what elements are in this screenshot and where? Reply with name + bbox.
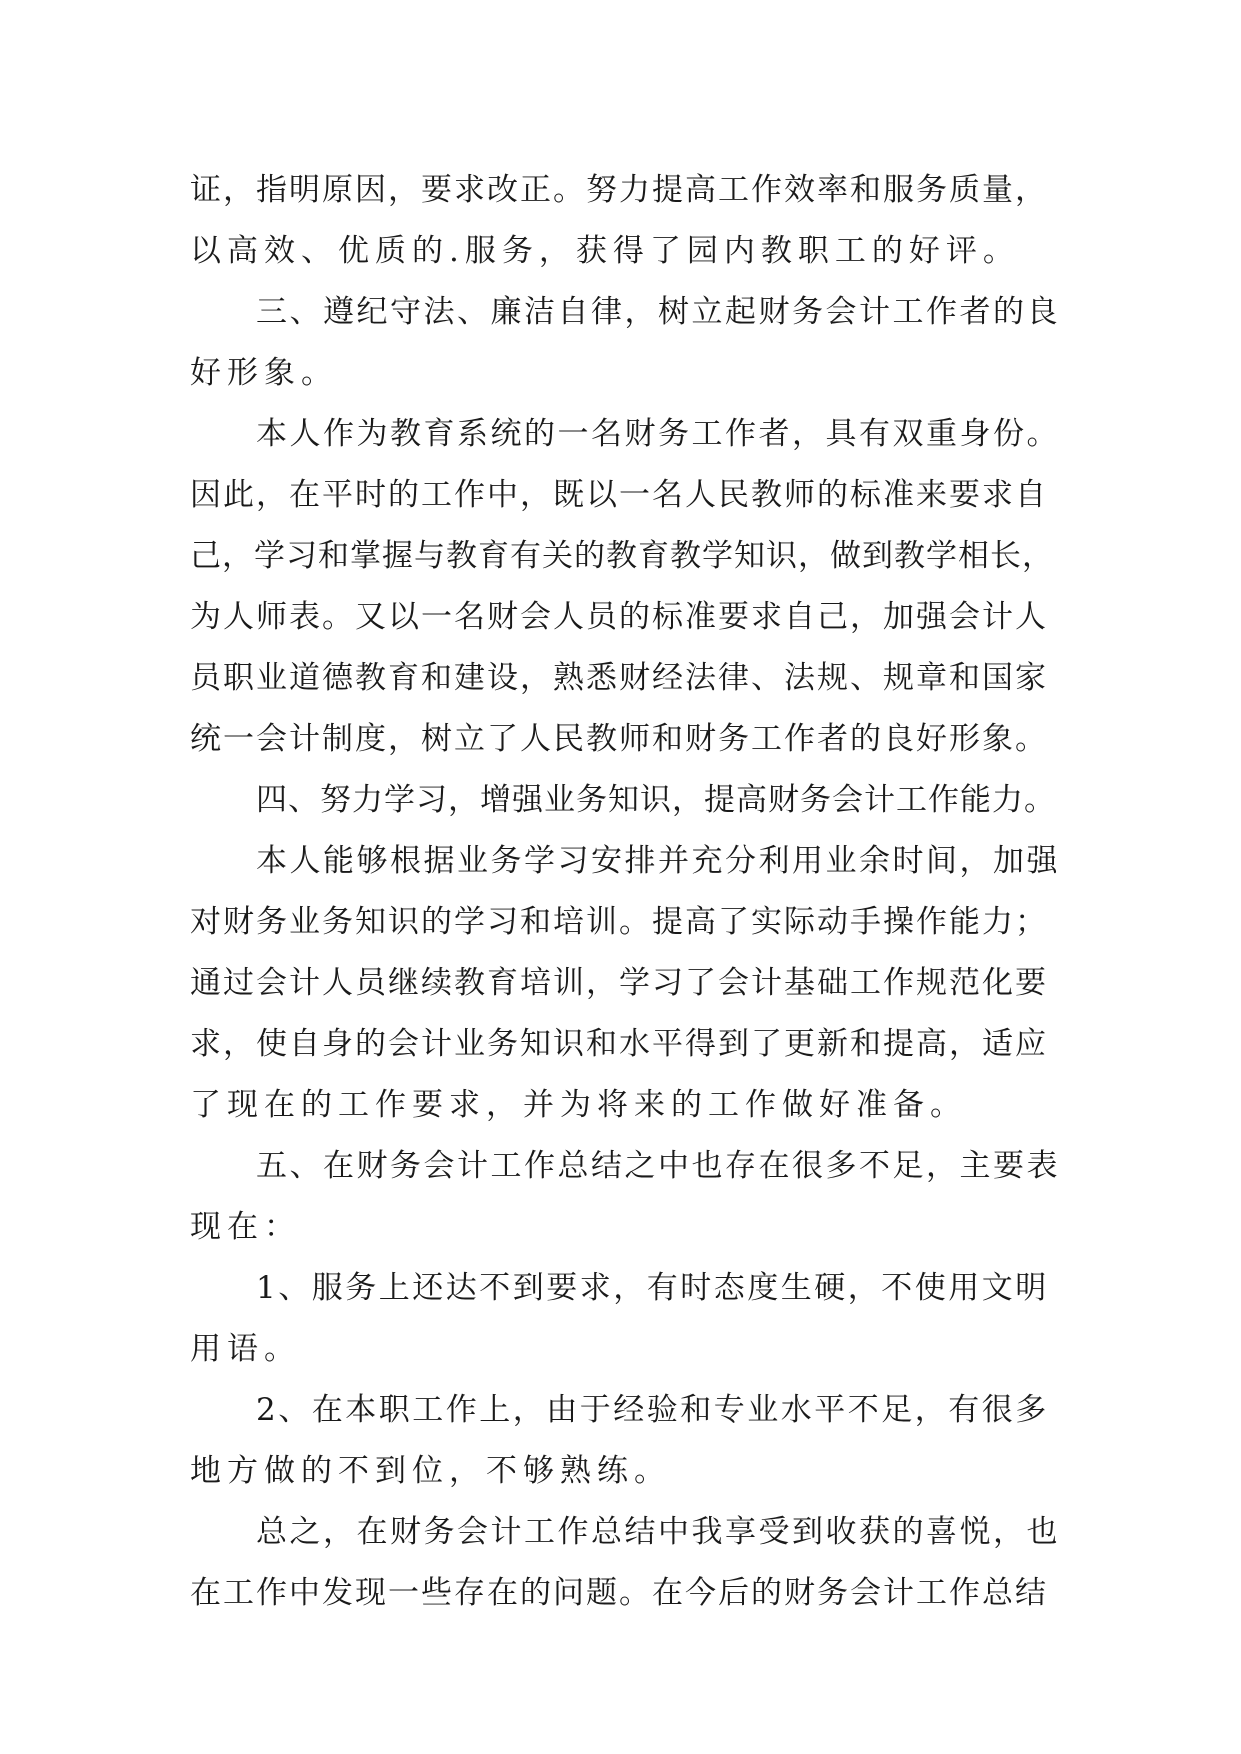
text-line: 因此，在平时的工作中，既以一名人民教师的标准来要求自: [190, 477, 1048, 513]
text-line: 己，学习和掌握与教育有关的教育教学知识，做到教学相长，: [190, 538, 1054, 574]
text-line: 对财务业务知识的学习和培训。提高了实际动手操作能力；: [190, 904, 1048, 940]
text-line: 地方做的不到位，不够熟练。: [190, 1453, 671, 1489]
text-line: 现在：: [190, 1209, 301, 1245]
text-line: 求，使自身的会计业务知识和水平得到了更新和提高，适应: [190, 1026, 1048, 1062]
text-line: 四、努力学习，增强业务知识，提高财务会计工作能力。: [256, 782, 1056, 818]
text-line: 为人师表。又以一名财会人员的标准要求自己，加强会计人: [190, 599, 1048, 635]
text-line: 三、遵纪守法、廉洁自律，树立起财务会计工作者的良: [256, 294, 1060, 330]
text-line: 五、在财务会计工作总结之中也存在很多不足，主要表: [256, 1148, 1060, 1184]
text-line: 本人作为教育系统的一名财务工作者，具有双重身份。: [256, 416, 1060, 452]
text-line: 好形象。: [190, 355, 338, 391]
text-line: 1、服务上还达不到要求，有时态度生硬，不使用文明: [256, 1270, 1049, 1306]
text-line: 2、在本职工作上，由于经验和专业水平不足，有很多: [256, 1392, 1049, 1428]
text-line: 在工作中发现一些存在的问题。在今后的财务会计工作总结: [190, 1575, 1048, 1611]
text-line: 证，指明原因，要求改正。努力提高工作效率和服务质量，: [190, 172, 1048, 208]
text-line: 统一会计制度，树立了人民教师和财务工作者的良好形象。: [190, 721, 1048, 757]
text-line: 用语。: [190, 1331, 301, 1367]
text-line: 了现在的工作要求，并为将来的工作做好准备。: [190, 1087, 967, 1123]
text-line: 以高效、优质的.服务，获得了园内教职工的好评。: [190, 233, 1020, 269]
text-line: 本人能够根据业务学习安排并充分利用业余时间，加强: [256, 843, 1060, 879]
text-line: 总之，在财务会计工作总结中我享受到收获的喜悦，也: [256, 1514, 1060, 1550]
text-line: 通过会计人员继续教育培训，学习了会计基础工作规范化要: [190, 965, 1048, 1001]
document-body: [190, 160, 1060, 1624]
text-line: 员职业道德教育和建设，熟悉财经法律、法规、规章和国家: [190, 660, 1048, 696]
